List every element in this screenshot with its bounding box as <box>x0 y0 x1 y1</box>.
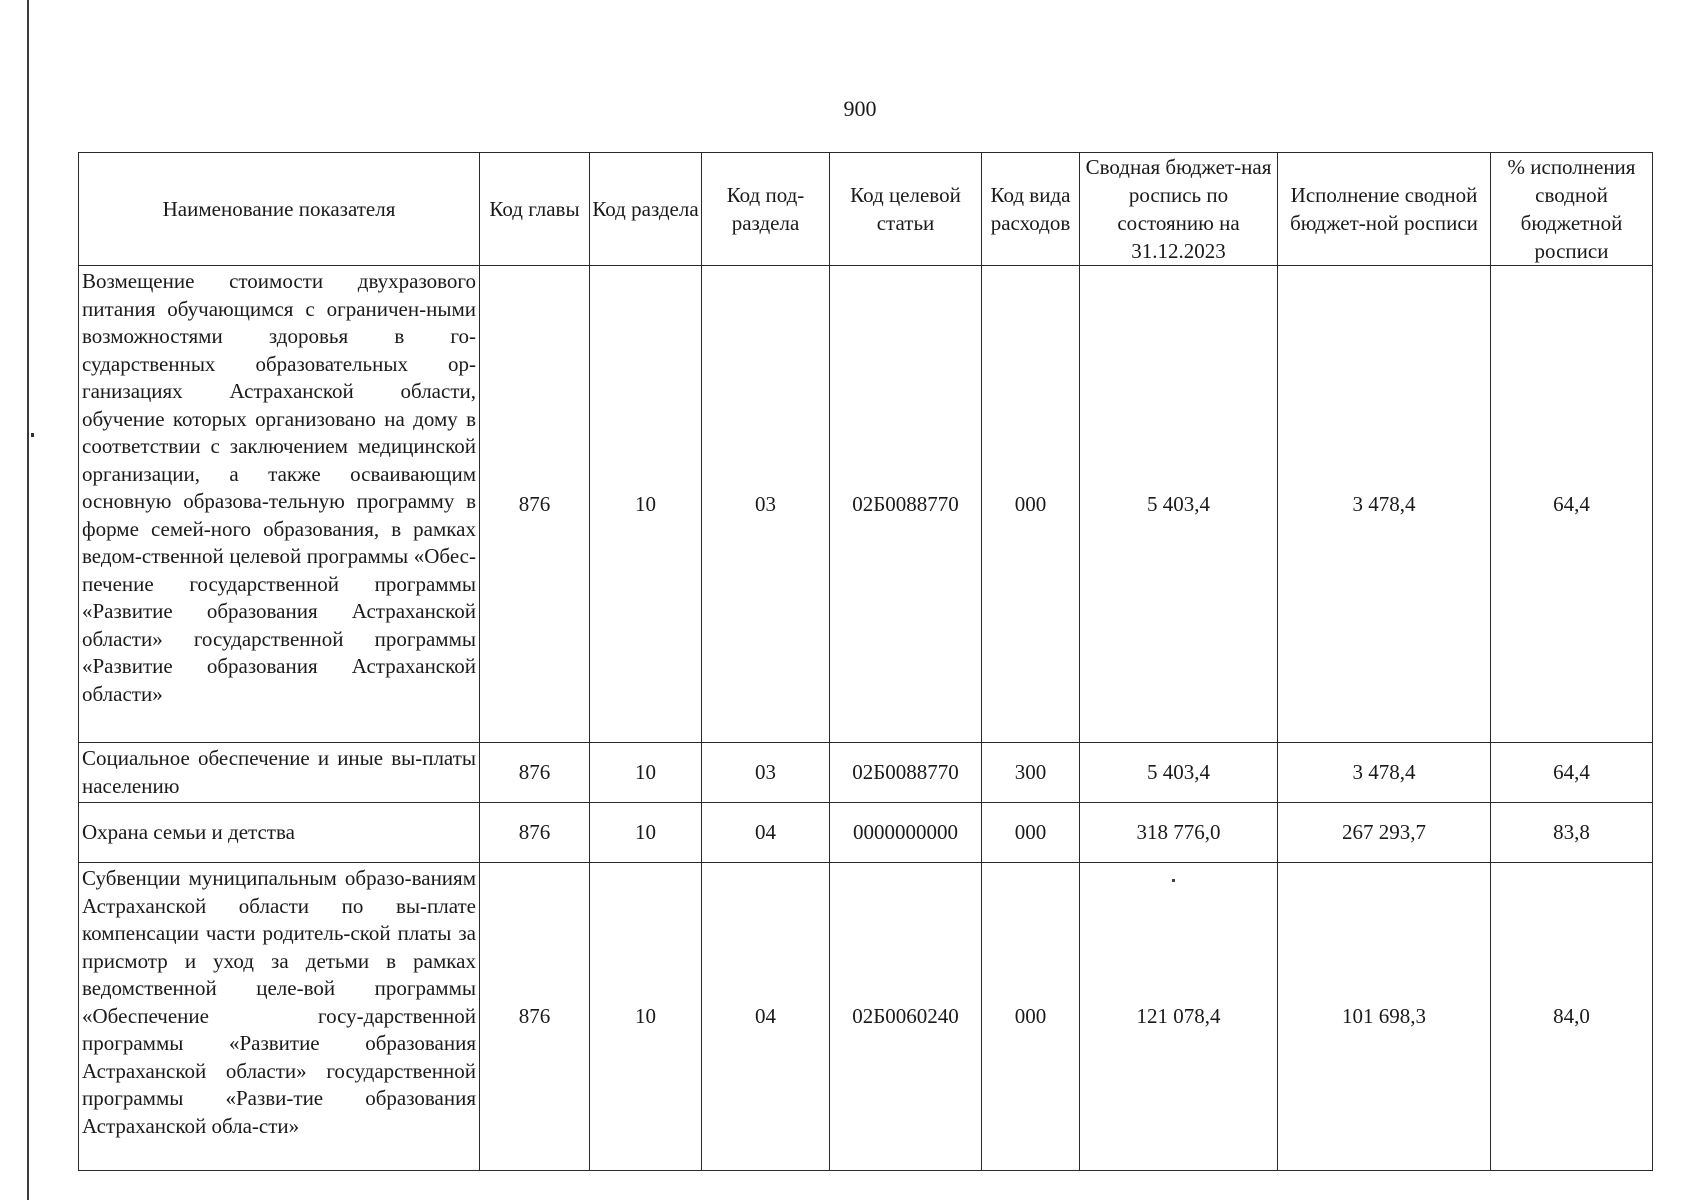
row-indicator-name: Социальное обеспечение и иные вы-платы населению <box>79 743 480 803</box>
row-indicator-name: Возмещение стоимости двухразового питания обучающимся с ограничен-ными возможностями здоровья в го-сударственных образовательных ор-ганизациях Астраханской области, обучение которых организовано на дому в соответствии с заключением медицинской организации, а также осваивающим основную образова-тельную программу в форме семей-ного образования, в рамках ведом-ственной целевой программы «Обес-печение государственной программы «Развитие образования Астраханской области» государственной программы «Развитие образования Астраханской области» <box>79 266 480 743</box>
header-expense-type-code: Код вида расходов <box>982 153 1080 266</box>
row-expense-type-code: 000 <box>982 266 1080 743</box>
table-row <box>79 743 1653 803</box>
row-section-code: 10 <box>590 743 702 803</box>
row-target-article-code: 02Б0088770 <box>830 743 982 803</box>
row-execution-percent: 64,4 <box>1491 266 1653 743</box>
table-row <box>79 863 1653 1171</box>
header-execution-percent: % исполнения сводной бюджетной росписи <box>1491 153 1653 266</box>
row-planned-budget: 5 403,4 <box>1080 743 1278 803</box>
row-expense-type-code: 000 <box>982 863 1080 1171</box>
row-chapter-code: 876 <box>480 266 590 743</box>
row-target-article-code: 02Б0060240 <box>830 863 982 1171</box>
row-execution-percent: 84,0 <box>1491 863 1653 1171</box>
header-indicator-name: Наименование показателя <box>79 153 480 266</box>
header-row <box>79 153 1653 266</box>
row-chapter-code: 876 <box>480 803 590 863</box>
row-planned-budget: 318 776,0 <box>1080 803 1278 863</box>
table-row <box>79 803 1653 863</box>
row-execution-percent: 64,4 <box>1491 743 1653 803</box>
header-chapter-code: Код главы <box>480 153 590 266</box>
row-planned-budget: 5 403,4 <box>1080 266 1278 743</box>
row-executed-budget: 267 293,7 <box>1278 803 1491 863</box>
budget-execution-table <box>78 152 1653 1171</box>
header-subsection-code: Код под-раздела <box>702 153 830 266</box>
row-section-code: 10 <box>590 266 702 743</box>
row-planned-budget: 121 078,4 <box>1080 863 1278 1171</box>
row-target-article-code: 02Б0088770 <box>830 266 982 743</box>
header-executed-budget: Исполнение сводной бюджет-ной росписи <box>1278 153 1491 266</box>
row-expense-type-code: 000 <box>982 803 1080 863</box>
row-subsection-code: 04 <box>702 863 830 1171</box>
page-number: 900 <box>843 96 877 121</box>
row-executed-budget: 3 478,4 <box>1278 266 1491 743</box>
row-indicator-name: Охрана семьи и детства <box>79 803 480 863</box>
row-expense-type-code: 300 <box>982 743 1080 803</box>
row-executed-budget: 101 698,3 <box>1278 863 1491 1171</box>
row-chapter-code: 876 <box>480 743 590 803</box>
row-section-code: 10 <box>590 803 702 863</box>
table-row <box>79 266 1653 743</box>
header-planned-budget: Сводная бюджет-ная роспись по состоянию на 31.12.2023 <box>1080 153 1278 266</box>
row-subsection-code: 04 <box>702 803 830 863</box>
row-executed-budget: 3 478,4 <box>1278 743 1491 803</box>
header-section-code: Код раздела <box>590 153 702 266</box>
row-chapter-code: 876 <box>480 863 590 1171</box>
header-target-article-code: Код целевой статьи <box>830 153 982 266</box>
row-subsection-code: 03 <box>702 743 830 803</box>
row-target-article-code: 0000000000 <box>830 803 982 863</box>
row-indicator-name: Субвенции муниципальным образо-ваниям Астраханской области по вы-плате компенсации части родитель-ской платы за присмотр и уход за детьми в рамках ведомственной целе-вой программы «Обеспечение госу-дарственной программы «Развитие образования Астраханской области» государственной программы «Разви-тие образования Астраханской обла-сти» <box>79 863 480 1171</box>
row-section-code: 10 <box>590 863 702 1171</box>
left-margin-rule <box>27 0 29 1200</box>
row-subsection-code: 03 <box>702 266 830 743</box>
row-execution-percent: 83,8 <box>1491 803 1653 863</box>
margin-speck <box>31 433 34 437</box>
